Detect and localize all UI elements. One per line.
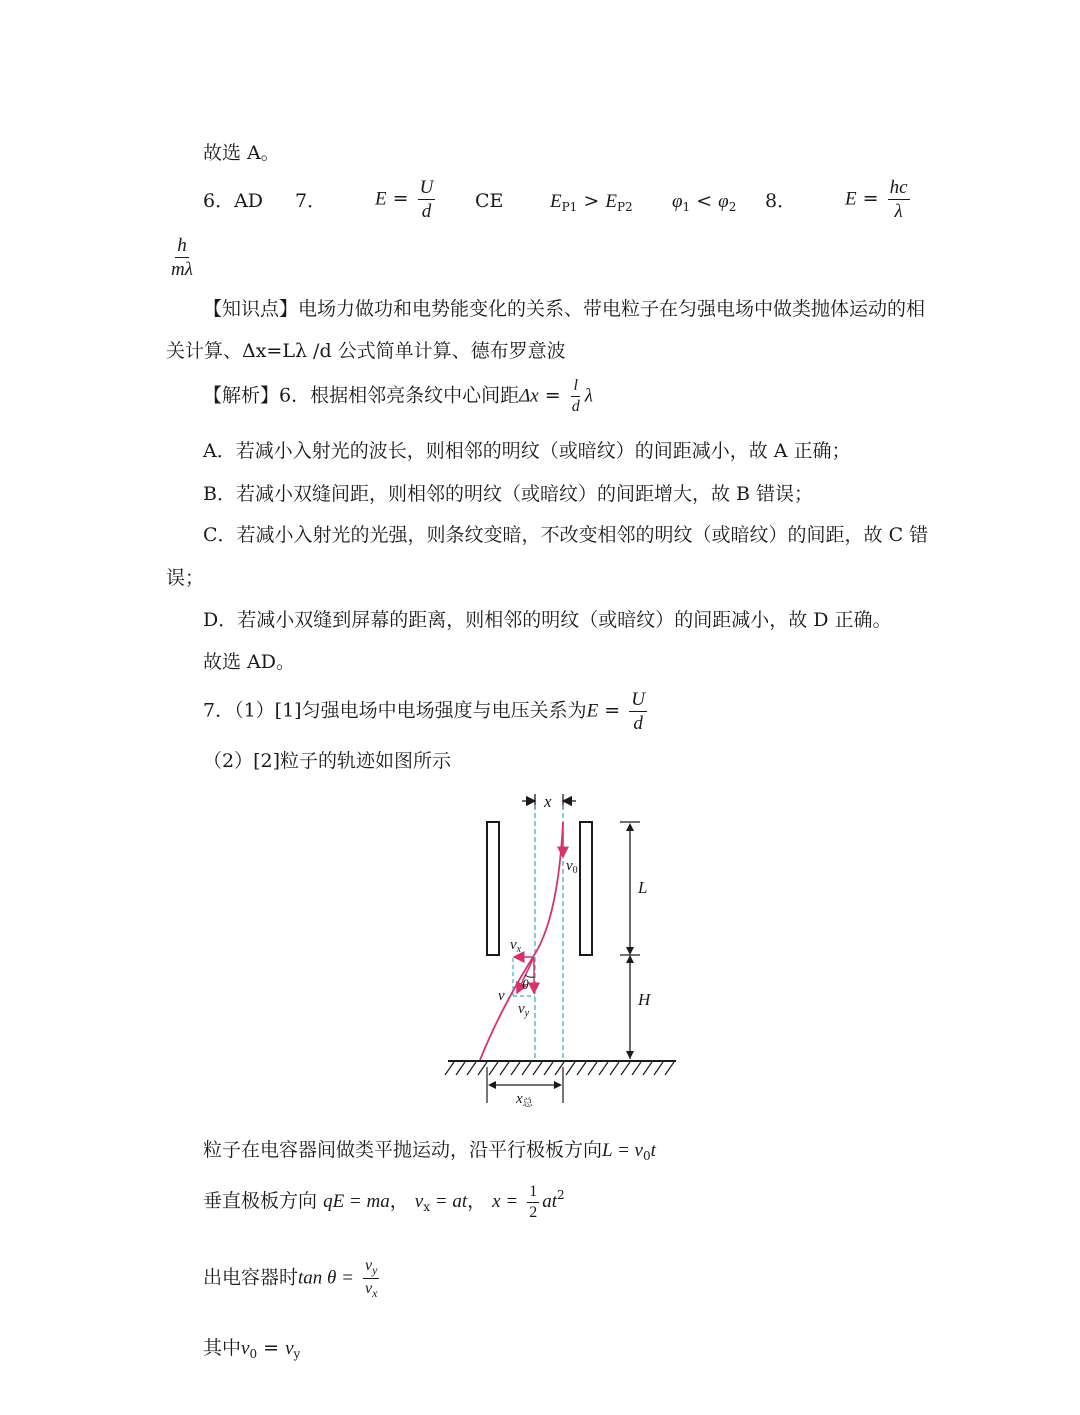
v-label: v: [498, 988, 505, 1004]
ground-hatch: [577, 1062, 586, 1075]
x-dimension: [522, 792, 576, 811]
ground-hatch: [588, 1062, 597, 1075]
ground-hatch: [489, 1062, 498, 1075]
answer-q8-formula: E = $\frac{hc}{\lambda}$: [845, 177, 908, 222]
answer-q7-ep: $E_{P1} > E_{P2}$: [550, 190, 633, 214]
ground-hatch: [445, 1062, 454, 1075]
left-plate: [487, 822, 499, 955]
answer-q8-label: 8．: [765, 190, 797, 212]
ground-hatch: [566, 1062, 575, 1075]
fraction: $\frac{U}{d}$: [419, 177, 434, 222]
fraction: $\frac{h}{m\lambda}$: [171, 235, 193, 280]
option-b: B．若减小双缝间距，则相邻的明纹（或暗纹）的间距增大，故 B 错误；: [203, 483, 814, 505]
trajectory-curve: [480, 822, 563, 1060]
l-h-dimension: [620, 822, 652, 1059]
vx-label: $v_x$: [510, 937, 522, 955]
ground-hatch: [599, 1062, 608, 1075]
h-label: H: [638, 990, 651, 1009]
ground-hatch: [621, 1062, 630, 1075]
answer-q7-label: 7．: [295, 190, 327, 212]
fraction: $\frac{U}{d}$: [631, 689, 645, 734]
ground-hatch: [456, 1062, 465, 1075]
xtotal-label: $x_总$: [516, 1091, 533, 1109]
ground-hatch: [500, 1062, 509, 1075]
analysis-q7-1: 7．（1）[1]匀强电场中电场强度与电压关系为E = $\frac{U}{d}$: [203, 689, 645, 734]
x-total-dimension: [487, 1067, 563, 1109]
ground-hatch: [511, 1062, 520, 1075]
option-d: D．若减小双缝到屏幕的距离，则相邻的明纹（或暗纹）的间距减小，故 D 正确。: [203, 609, 892, 631]
ground-hatch: [544, 1062, 553, 1075]
answer-q8-fraction: [166, 236, 198, 279]
ground-hatch: [467, 1062, 476, 1075]
conclusion-q5: 故选 A。: [203, 142, 280, 164]
option-c-line-2: 误；: [166, 567, 205, 589]
answer-q6: 6．AD: [203, 190, 264, 212]
fraction: $\frac{v_y}{v_x}$: [365, 1257, 378, 1300]
option-c-line-1: C．若减小入射光的光强，则条纹变暗，不改变相邻的明纹（或暗纹）的间距，故 C 错: [203, 524, 929, 546]
option-a: A．若减小入射光的波长，则相邻的明纹（或暗纹）的间距减小，故 A 正确；: [203, 440, 851, 462]
l-label: L: [638, 878, 648, 897]
ground-hatch: [665, 1062, 674, 1075]
equation-2: 垂直极板方向 qE = ma， $v_x$ = at， x = $\frac{1}{2}$ $at^2$: [203, 1182, 565, 1221]
velocity-decomposition: [498, 937, 535, 1019]
ground-hatch: [610, 1062, 619, 1075]
analysis-q6-intro: 【解析】6．根据相邻亮条纹中心间距Δx = $\frac{l}{d}$ λ: [203, 377, 593, 415]
answer-q7-phi: $\varphi_1 < \varphi_2$: [672, 190, 737, 214]
v0-label: $v_0$: [566, 858, 578, 876]
ground-hatch: [643, 1062, 652, 1075]
analysis-q7-2: （2）[2]粒子的轨迹如图所示: [203, 750, 452, 772]
knowledge-line-2: 关计算、Δx=Lλ /d 公式简单计算、德布罗意波: [166, 340, 566, 362]
fraction: $\frac{l}{d}$: [571, 377, 580, 415]
ground-hatch: [654, 1062, 663, 1075]
answer-q7-formula: E = $\frac{U}{d}$: [375, 177, 434, 222]
ground-hatch: [522, 1062, 531, 1075]
equation-1: 粒子在电容器间做类平抛运动，沿平行极板方向$L = v_0t$: [203, 1139, 656, 1163]
ground: [445, 1061, 676, 1075]
knowledge-line-1: 【知识点】电场力做功和电势能变化的关系、带电粒子在匀强电场中做类抛体运动的相: [203, 298, 926, 320]
ground-hatch: [533, 1062, 542, 1075]
fraction: $\frac{1}{2}$: [529, 1182, 538, 1221]
fraction: $\frac{hc}{\lambda}$: [889, 177, 908, 222]
formula-lhs: E: [375, 188, 387, 210]
x-label: x: [544, 792, 552, 811]
equation-3: 出电容器时tan θ = $\frac{v_y}{v_x}$: [203, 1257, 378, 1300]
vy-label: $v_y$: [518, 1001, 530, 1019]
equation-4: 其中$v_0 = v_y$: [203, 1337, 301, 1361]
conclusion-q6: 故选 AD。: [203, 651, 295, 673]
answer-q7-ce: CE: [475, 190, 504, 212]
ground-hatch: [478, 1062, 487, 1075]
theta-label: θ: [522, 978, 529, 993]
trajectory-figure: [440, 785, 690, 1115]
right-plate: [580, 822, 592, 955]
ground-hatch: [632, 1062, 641, 1075]
